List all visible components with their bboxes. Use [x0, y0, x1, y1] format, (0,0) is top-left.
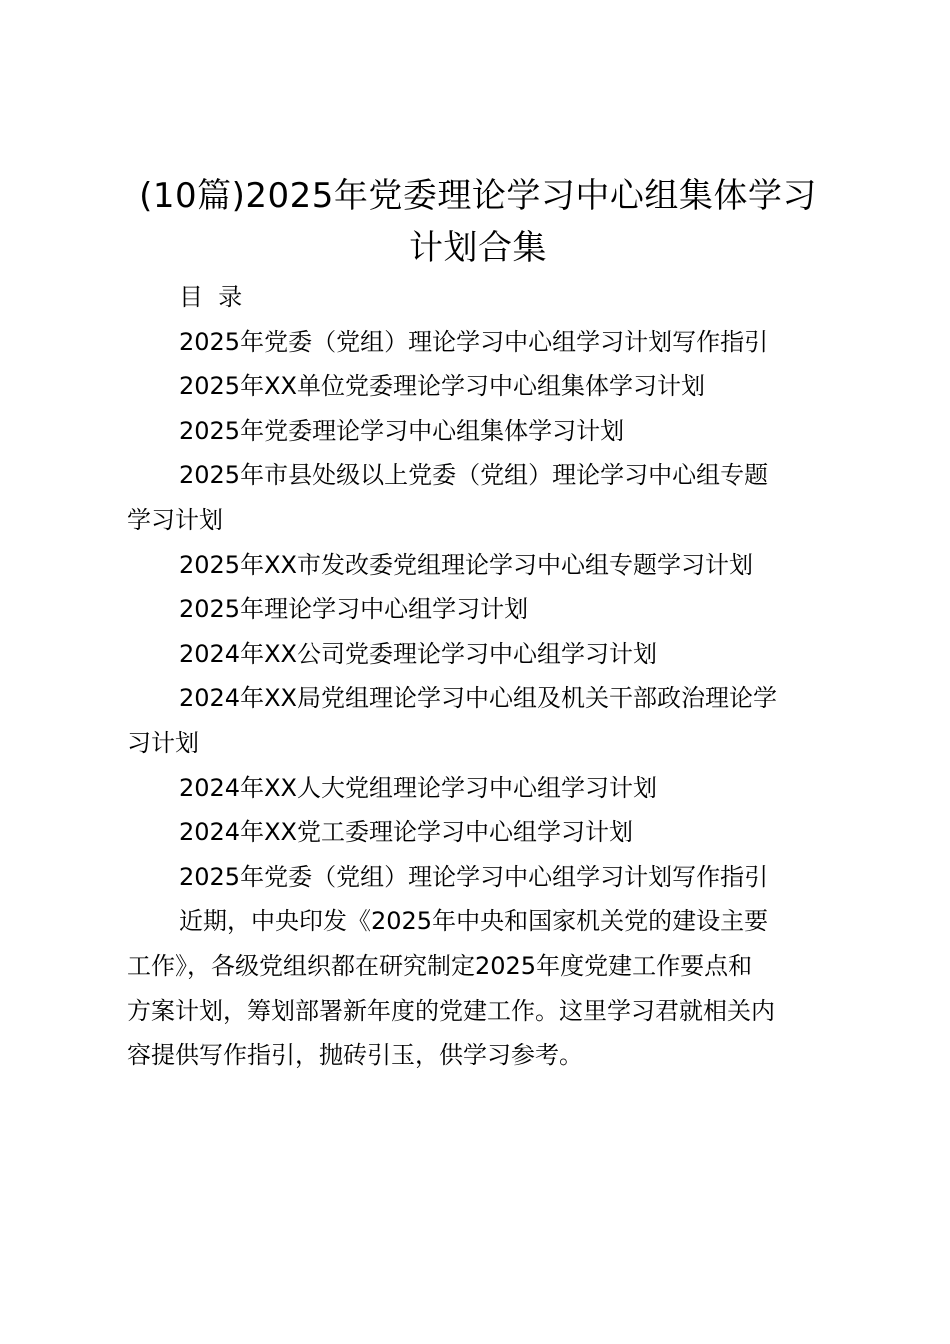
- document-title: [120, 170, 836, 274]
- toc-entry-line: 习计划: [127, 728, 199, 757]
- toc-entry-line: 2024年XX公司党委理论学习中心组学习计划: [179, 639, 657, 668]
- title-line-2: 计划合集: [409, 228, 547, 268]
- toc-entry-line: 2025年党委理论学习中心组集体学习计划: [179, 416, 625, 445]
- toc-entry-line: 2025年XX市发改委党组理论学习中心组专题学习计划: [179, 550, 753, 579]
- toc-entry: [127, 364, 837, 409]
- toc-entry-line: 2024年XX局党组理论学习中心组及机关干部政治理论学: [179, 684, 777, 713]
- section-heading: [127, 855, 837, 900]
- intro-line: 近期，中央印发《2025年中央和国家机关党的建设主要: [179, 907, 769, 936]
- toc-entry: [127, 453, 837, 542]
- toc-entry-line: 2024年XX党工委理论学习中心组学习计划: [179, 818, 633, 847]
- intro-line: 容提供写作指引，抛砖引玉，供学习参考。: [127, 1041, 583, 1070]
- toc-entry: [127, 587, 837, 632]
- toc-entry: [127, 632, 837, 677]
- toc-entry-line: 2025年党委（党组）理论学习中心组学习计划写作指引: [179, 327, 769, 356]
- toc-entry-line: 2024年XX人大党组理论学习中心组学习计划: [179, 773, 657, 802]
- section-heading-line: 2025年党委（党组）理论学习中心组学习计划写作指引: [179, 862, 769, 891]
- document-body: [127, 275, 837, 1078]
- toc-entry: [127, 409, 837, 454]
- intro-line: 工作》，各级党组织都在研究制定2025年度党建工作要点和: [127, 951, 753, 980]
- toc-entry-line: 2025年XX单位党委理论学习中心组集体学习计划: [179, 372, 705, 401]
- toc-entry: [127, 320, 837, 365]
- toc-entry-line: 学习计划: [127, 505, 223, 534]
- toc-entry: [127, 766, 837, 811]
- toc-entry-line: 2025年理论学习中心组学习计划: [179, 595, 529, 624]
- toc-entry-line: 2025年市县处级以上党委（党组）理论学习中心组专题: [179, 461, 769, 490]
- toc-entry: [127, 676, 837, 765]
- intro-paragraph: [127, 899, 837, 1077]
- toc-heading: 目 录: [179, 283, 243, 311]
- toc-entry: [127, 810, 837, 855]
- toc-entry: [127, 543, 837, 588]
- title-line-1: (10篇)2025年党委理论学习中心组集体学习: [139, 176, 817, 216]
- intro-line: 方案计划，筹划部署新年度的党建工作。这里学习君就相关内: [127, 996, 775, 1025]
- table-of-contents: [127, 320, 837, 855]
